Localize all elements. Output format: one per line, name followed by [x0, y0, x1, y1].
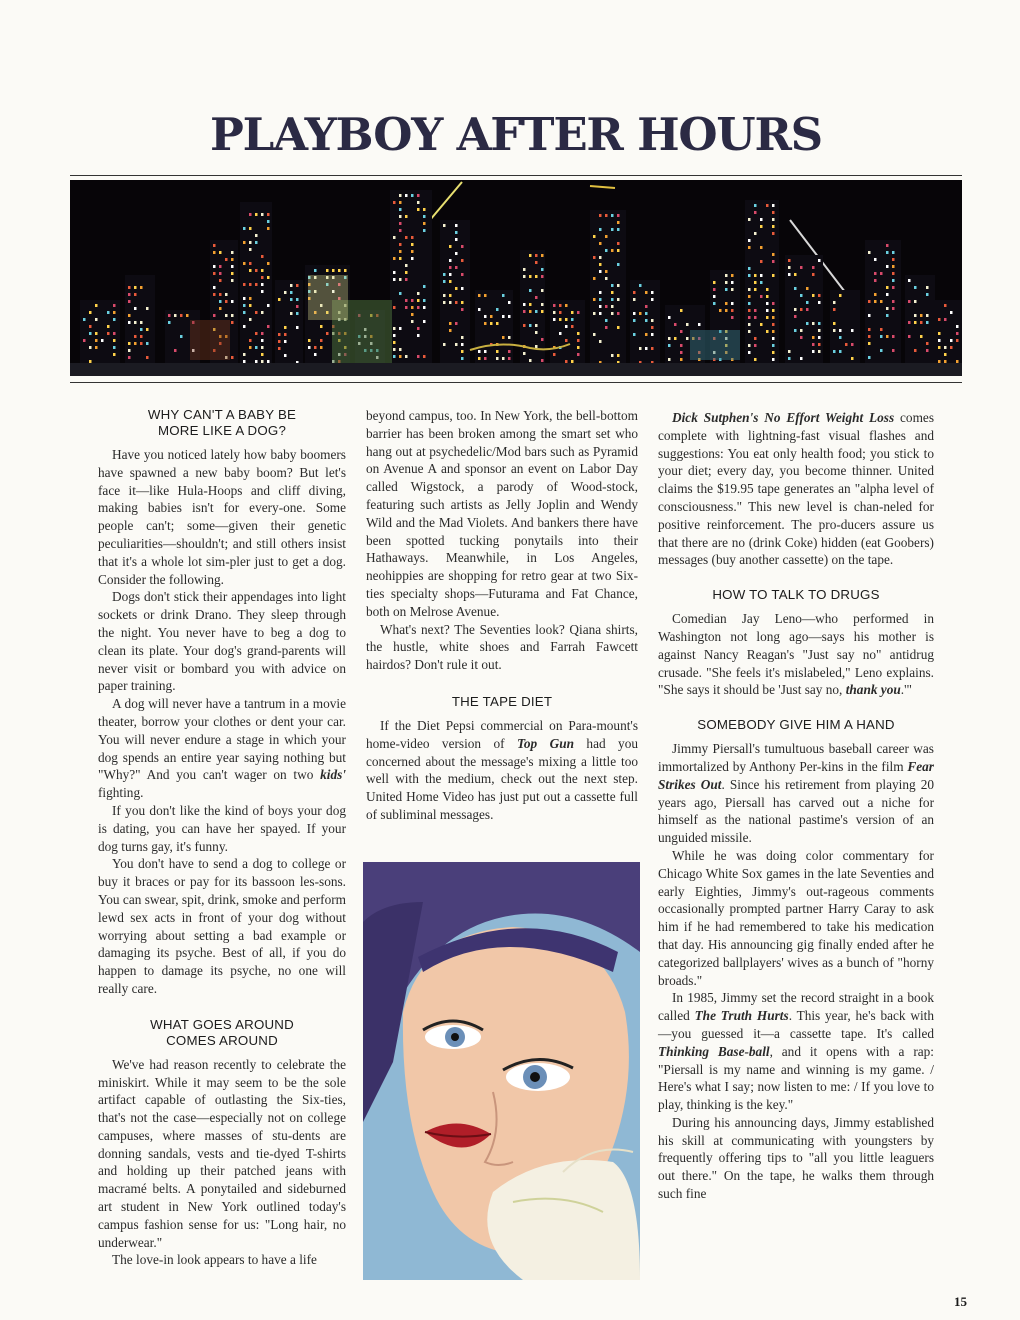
text-run: In 1985, Jimmy set the record straight in a book called	[658, 990, 934, 1024]
paragraph: The love-in look appears to have a life	[112, 1252, 317, 1268]
emphasis: Thinking Base-ball	[658, 1043, 770, 1059]
skyline-illustration	[70, 180, 962, 376]
page-title: PLAYBOY AFTER HOURS	[210, 108, 822, 161]
banner-rule	[70, 382, 962, 383]
title-rule	[70, 175, 962, 176]
paragraph	[658, 610, 934, 699]
page-number: 15	[954, 1294, 967, 1309]
emphasis: kids'	[320, 767, 346, 783]
heading-line: COMES AROUND	[166, 1032, 278, 1048]
text-run: comes complete with lightning-fast visual flashes and suggestions: You eat only health food; you stick to your diet; every day, you become thinner. United claims the $19.95 tape generates an "alpha level of consciousness." This new level is chan-neled for positive reinforcement. The pro-ducers assure us that there are no (drink Coke) hidden (eat Goobers) messages (buy another cassette) on the tape.	[658, 410, 935, 568]
night-city-skyline	[70, 180, 962, 376]
section-heading-talk-to-drugs: HOW TO TALK TO DRUGS	[712, 587, 880, 603]
text-run: fighting.	[98, 785, 144, 801]
woman-with-lily	[363, 862, 640, 1280]
section-heading-tape-diet: THE TAPE DIET	[451, 693, 553, 709]
text-run: Comedian Jay Leno—who performed in Washington not long ago—says his mother is against Nancy Reagan's "Just say no" antidrug crusade. "She feels it's mislabeled," Leno explains. "She says it should be 'Just say no,	[658, 611, 934, 698]
paragraph: Have you noticed lately how baby boomers have spawned a new baby boom? But let's face it—like Hula-Hoops and cliff diving, making babies isn't for every-one. Some people can't; some—given their genetic peculiarities—shouldn't; and still others insist that it's a whole lot sim-pler just to get a dog. Consider the following.	[98, 447, 346, 587]
text-run: A dog will never have a tantrum in a movie theater, borrow your clothes or dent your car. You will never endure a stage in which your dog spends an entire year saying nothing but "Why?" And you can't wager on two	[98, 696, 346, 783]
text-run: Jimmy Piersall's tumultuous baseball career was immortalized by Anthony Per-kins in the film	[658, 741, 934, 774]
emphasis: Top Gun	[517, 735, 575, 751]
paragraph: What's next? The Seventies look? Qiana shirts, the hustle, white shoes and Farrah Fawcett hairdos? Don't rule it out.	[366, 621, 638, 673]
section-heading-what-goes-around	[98, 1017, 346, 1049]
paragraph: During his announcing days, Jimmy established his skill at communicating with youngsters by frequently offering tips to "all you little leaguers out there." On the tape, he walks them through such fine	[658, 1114, 934, 1202]
paragraph: beyond campus, too. In New York, the bell-bottom barrier has been broken among the smart set who hang out at psychedelic/Mod bars such as Pyramid on Avenue A and sponsor an event on Labor Day called Wigstock, a parody of Wood-stock, featuring such artists as Jelly Joplin and Wendy Wild and the Mad Violets. And bankers there have been spotted tucking ponytails into their Hathaways. Meanwhile, in Los Angeles, neohippies are shopping for retro gear at two Six-ties specialty shops—Futurama and Fat Chance, both on Melrose Avenue.	[366, 408, 638, 619]
emphasis: thank you	[845, 682, 901, 698]
heading-line: MORE LIKE A DOG?	[157, 423, 287, 438]
paragraph	[658, 740, 934, 847]
paragraph: Dogs don't stick their appendages into light sockets or drink Drano. They sleep through the night. You never have to beg a dog to clean its plate. Your dog's grand-parents will never visit or bombard you with advice on paper training.	[98, 589, 346, 694]
heading-line: WHY CAN'T A BABY BE	[147, 407, 297, 422]
text-run: had you concerned about the message's mixing a little too well with the medium, check out the next step. United Home Video has just put out a cassette full of subliminal messages.	[366, 735, 638, 822]
article-column-3	[658, 409, 934, 1203]
paragraph: You don't have to send a dog to college or buy it braces or pay for its bassoon les-sons. You can swear, spit, drink, smoke and perform lewd sex acts in front of your dog without worrying about setting a bad example or damaging its psyche. Best of all, if you do happen to damage its psyche, no one will really care.	[98, 856, 346, 996]
emphasis: Dick Sutphen's No Effort Weight Loss	[672, 410, 895, 425]
text-run: If the Diet Pepsi commercial on Para-mount's home-video version of	[366, 717, 638, 751]
heading-line: WHAT GOES AROUND	[150, 1016, 294, 1032]
text-run: .'"	[900, 682, 912, 698]
text-run: , and it opens with a rap: "Piersall is my name and winning is my game. / Here's what I say; now listen to me: / If you love to play, thinking is the key."	[658, 1043, 934, 1113]
text-run: . This year, he's back with—you guessed it—a cassette tape. It's called	[658, 1008, 934, 1041]
section-heading-give-him-a-hand: SOMEBODY GIVE HIM A HAND	[697, 717, 895, 733]
section-heading-baby-dog	[98, 407, 346, 439]
paragraph	[366, 717, 638, 824]
emphasis: Fear Strikes Out	[658, 758, 934, 792]
paragraph: We've had reason recently to celebrate the miniskirt. While it may seem to be the sole artifact capable of outlasting the Six-ties, that's not the case—especially not on college campuses, where masses of stu-dents are donning sandals, vests and tie-dyed T-shirts and holding up their patched jeans with macramé belts. A ponytailed and sideburned art student in New York outlined today's campus fashion sense for us: "Long hair, no underwear."	[98, 1056, 346, 1250]
article-column-2	[366, 407, 638, 824]
text-run: . Since his retirement from playing 20 years ago, Piersall has carved out a niche for himself as the national pastime's version of an unguided missile.	[658, 776, 935, 846]
emphasis: The Truth Hurts	[694, 1008, 789, 1024]
paragraph	[658, 409, 934, 569]
paragraph	[658, 989, 934, 1114]
article-column-1	[98, 407, 346, 1269]
paragraph: While he was doing color commentary for Chicago White Sox games in the late Seventies and early Eighties, Jimmy's out-rageous comments occasionally prompted partner Harry Caray to ask him if he had remembered to take his medication that day. His announcing gig finally ended after he categorized ballplayers' wives as a bunch of "horny broads."	[658, 847, 934, 988]
paragraph	[98, 695, 346, 802]
paragraph: If you don't like the kind of boys your dog is dating, you can have her spayed. If your dog turns gay, it's funny.	[98, 802, 346, 854]
portrait-illustration	[363, 862, 640, 1280]
